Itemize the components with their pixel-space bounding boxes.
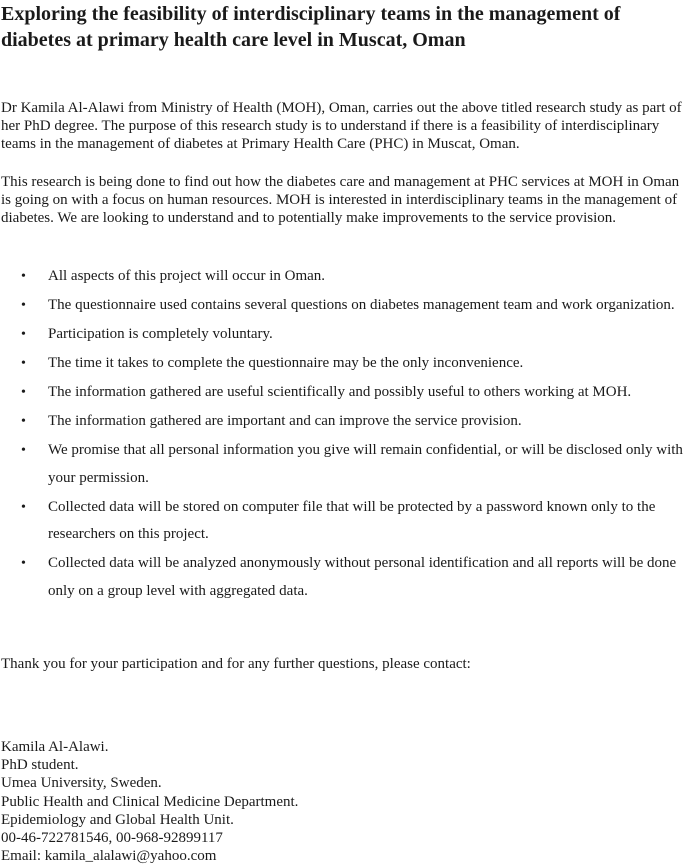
contact-name: Kamila Al-Alawi. — [1, 739, 109, 755]
purpose-paragraph: This research is being done to find out how the diabetes care and management at PHC services at MOH in Oman is going on with a focus on human resources. MOH is interested in interdisciplinary teams in the management of diabetes. We are looking to understand and to potentially make improvements to the service provision. — [1, 174, 680, 226]
bullet-item — [0, 350, 693, 378]
bullet-text: We promise that all personal information you give will remain confidential, or will be disclosed only with your permission. — [48, 442, 683, 486]
bullet-dot-icon: • — [21, 385, 26, 400]
bullet-dot-icon: • — [21, 556, 26, 571]
contact-phone: 00-46-722781546, 00-968-92899117 — [1, 830, 223, 847]
contact-block — [1, 738, 298, 865]
bullet-text: The information gathered are useful scientifically and possibly useful to others working at MOH. — [48, 384, 632, 400]
bullet-item — [0, 263, 693, 291]
bullet-item — [0, 379, 693, 407]
bullet-item — [0, 437, 693, 492]
contact-unit: Epidemiology and Global Health Unit. — [1, 811, 234, 828]
bullet-text: All aspects of this project will occur in Oman. — [48, 268, 326, 284]
contact-role: PhD student. — [1, 757, 79, 774]
bullet-text: The questionnaire used contains several questions on diabetes management team and work organization. — [48, 297, 675, 313]
bullet-dot-icon: • — [21, 356, 26, 371]
bullet-item — [0, 292, 693, 320]
contact-university: Umea University, Sweden. — [1, 775, 162, 792]
bullet-dot-icon: • — [21, 414, 26, 429]
contact-email: Email: kamila_alalawi@yahoo.com — [1, 848, 217, 865]
bullet-item — [0, 494, 693, 549]
bullet-text: Participation is completely voluntary. — [48, 326, 273, 342]
document-title: Exploring the feasibility of interdisciplinary teams in the management of diabetes at primary health care level in Muscat, Oman — [1, 3, 621, 51]
intro-paragraph: Dr Kamila Al-Alawi from Ministry of Health (MOH), Oman, carries out the above titled research study as part of her PhD degree. The purpose of this research study is to understand if there is a feasibility of interdisciplinary teams in the management of diabetes at Primary Health Care (PHC) in Muscat, Oman. — [1, 100, 682, 152]
bullet-text: The time it takes to complete the questionnaire may be the only inconvenience. — [48, 355, 524, 371]
bullet-item — [0, 321, 693, 349]
bullet-text: Collected data will be analyzed anonymously without personal identification and all reports will be done only on a group level with aggregated data. — [48, 555, 677, 599]
bullet-item — [0, 408, 693, 436]
bullet-dot-icon: • — [21, 443, 26, 458]
bullet-dot-icon: • — [21, 298, 26, 313]
thanks-paragraph: Thank you for your participation and for any further questions, please contact: — [1, 656, 471, 672]
bullet-text: The information gathered are important and can improve the service provision. — [48, 413, 522, 429]
information-bullet-list — [0, 263, 693, 607]
bullet-dot-icon: • — [21, 499, 26, 515]
bullet-item — [0, 550, 693, 605]
contact-department: Public Health and Clinical Medicine Department. — [1, 793, 299, 810]
bullet-dot-icon: • — [21, 269, 26, 284]
bullet-text: Collected data will be stored on computer file that will be protected by a password known only to the researchers on this project. — [48, 498, 656, 542]
bullet-dot-icon: • — [21, 327, 26, 342]
